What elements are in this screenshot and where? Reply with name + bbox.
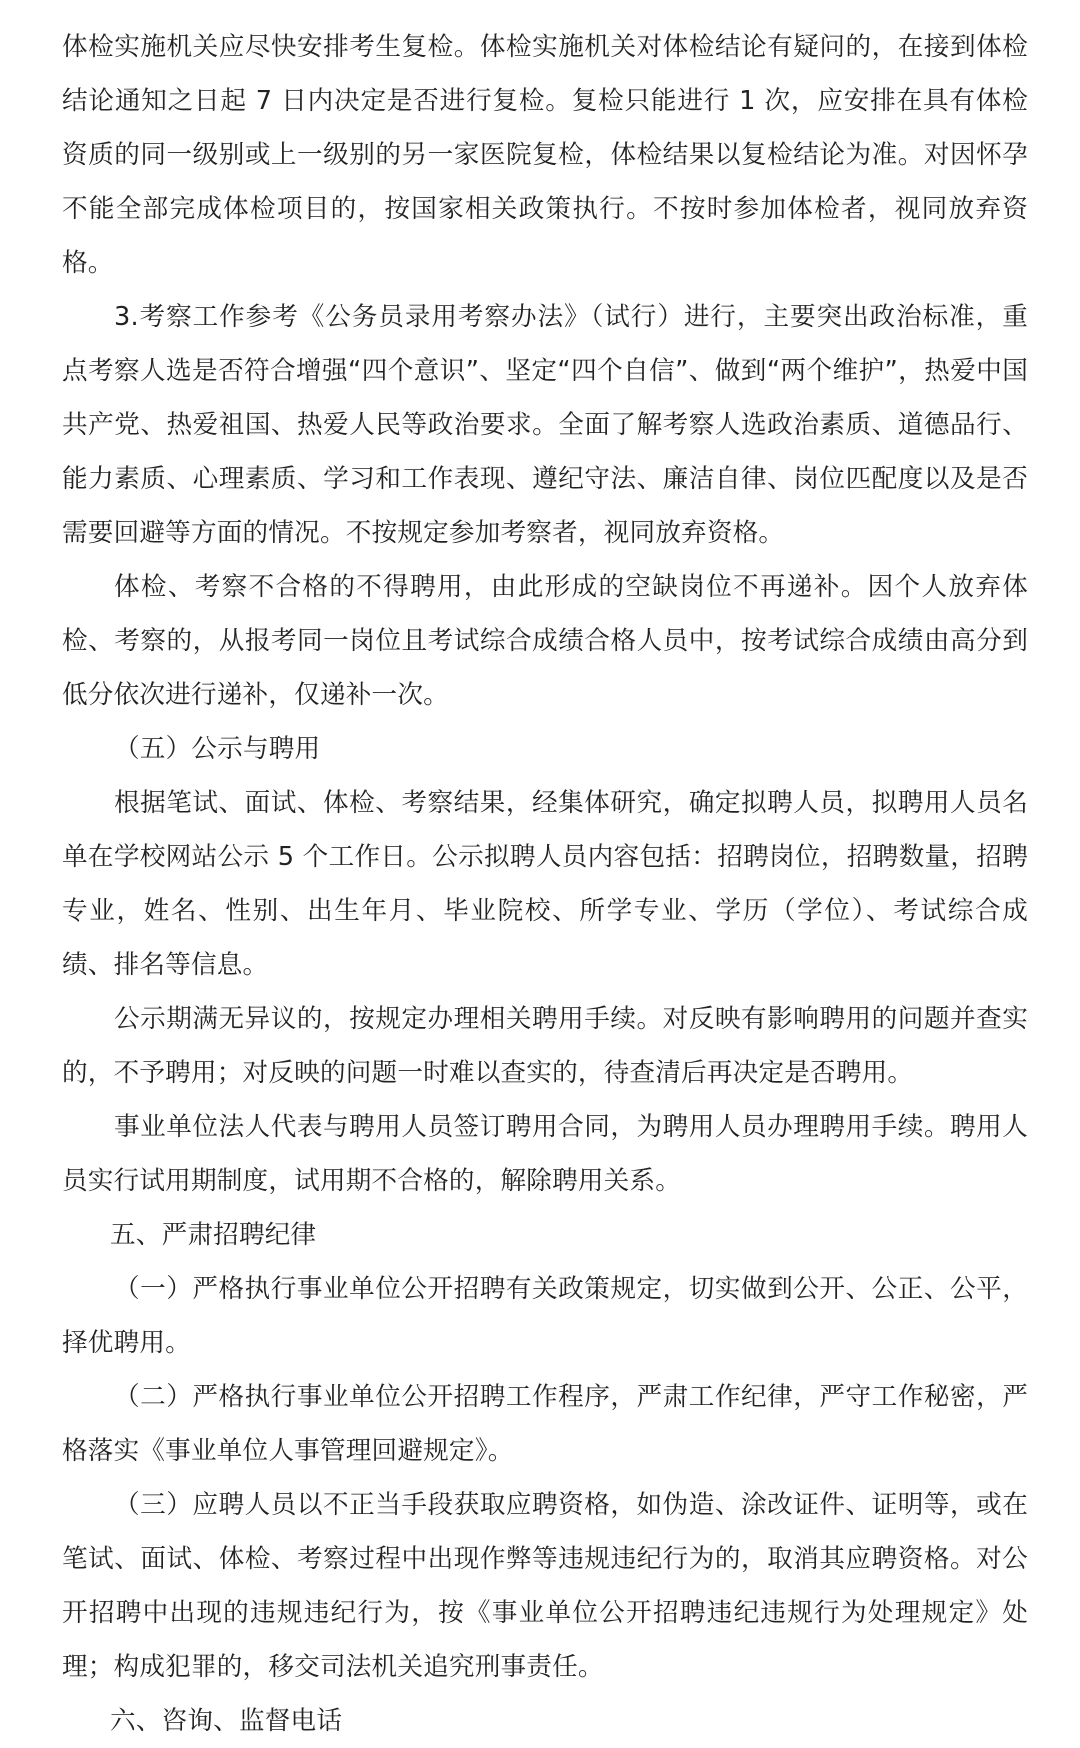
paragraph-publicity: 根据笔试、面试、体检、考察结果，经集体研究，确定拟聘人员，拟聘用人员名单在学校网站公示 5 个工作日。公示拟聘人员内容包括：招聘岗位，招聘数量，招聘专业，姓名、性别、出生年月、毕业院校、所学专业、学历（学位）、考试综合成绩、排名等信息。 <box>62 788 1028 980</box>
paragraph-substitution: 体检、考察不合格的不得聘用，由此形成的空缺岗位不再递补。因个人放弃体检、考察的，从报考同一岗位且考试综合成绩合格人员中，按考试综合成绩由高分到低分依次进行递补，仅递补一次。 <box>62 572 1028 710</box>
document-body <box>62 20 1028 1748</box>
section-heading-publicity: （五）公示与聘用 <box>114 734 321 764</box>
paragraph-discipline-2: （二）严格执行事业单位公开招聘工作程序，严肃工作纪律，严守工作秘密，严格落实《事业单位人事管理回避规定》。 <box>62 1382 1028 1466</box>
paragraph-discipline-3: （三）应聘人员以不正当手段获取应聘资格，如伪造、涂改证件、证明等，或在笔试、面试、体检、考察过程中出现作弊等违规违纪行为的，取消其应聘资格。对公开招聘中出现的违规违纪行为，按《事业单位公开招聘违纪违规行为处理规定》处理；构成犯罪的，移交司法机关追究刑事责任。 <box>62 1490 1028 1682</box>
paragraph-recheck: 体检实施机关应尽快安排考生复检。体检实施机关对体检结论有疑问的，在接到体检结论通知之日起 7 日内决定是否进行复检。复检只能进行 1 次，应安排在具有体检资质的同一级别或上一级别的另一家医院复检，体检结果以复检结论为准。对因怀孕不能全部完成体检项目的，按国家相关政策执行。不按时参加体检者，视同放弃资格。 <box>62 32 1028 278</box>
section-heading-contact: 六、咨询、监督电话 <box>110 1706 343 1736</box>
paragraph-hiring-procedure: 公示期满无异议的，按规定办理相关聘用手续。对反映有影响聘用的问题并查实的，不予聘用；对反映的问题一时难以查实的，待查清后再决定是否聘用。 <box>62 1004 1028 1088</box>
paragraph-discipline-1: （一）严格执行事业单位公开招聘有关政策规定，切实做到公开、公正、公平，择优聘用。 <box>62 1274 1028 1358</box>
paragraph-contract: 事业单位法人代表与聘用人员签订聘用合同，为聘用人员办理聘用手续。聘用人员实行试用期制度，试用期不合格的，解除聘用关系。 <box>62 1112 1028 1196</box>
paragraph-inspection: 3.考察工作参考《公务员录用考察办法》（试行）进行，主要突出政治标准，重点考察人选是否符合增强“四个意识”、坚定“四个自信”、做到“两个维护”，热爱中国共产党、热爱祖国、热爱人民等政治要求。全面了解考察人选政治素质、道德品行、能力素质、心理素质、学习和工作表现、遵纪守法、廉洁自律、岗位匹配度以及是否需要回避等方面的情况。不按规定参加考察者，视同放弃资格。 <box>62 302 1028 548</box>
section-heading-discipline: 五、严肃招聘纪律 <box>110 1220 317 1250</box>
